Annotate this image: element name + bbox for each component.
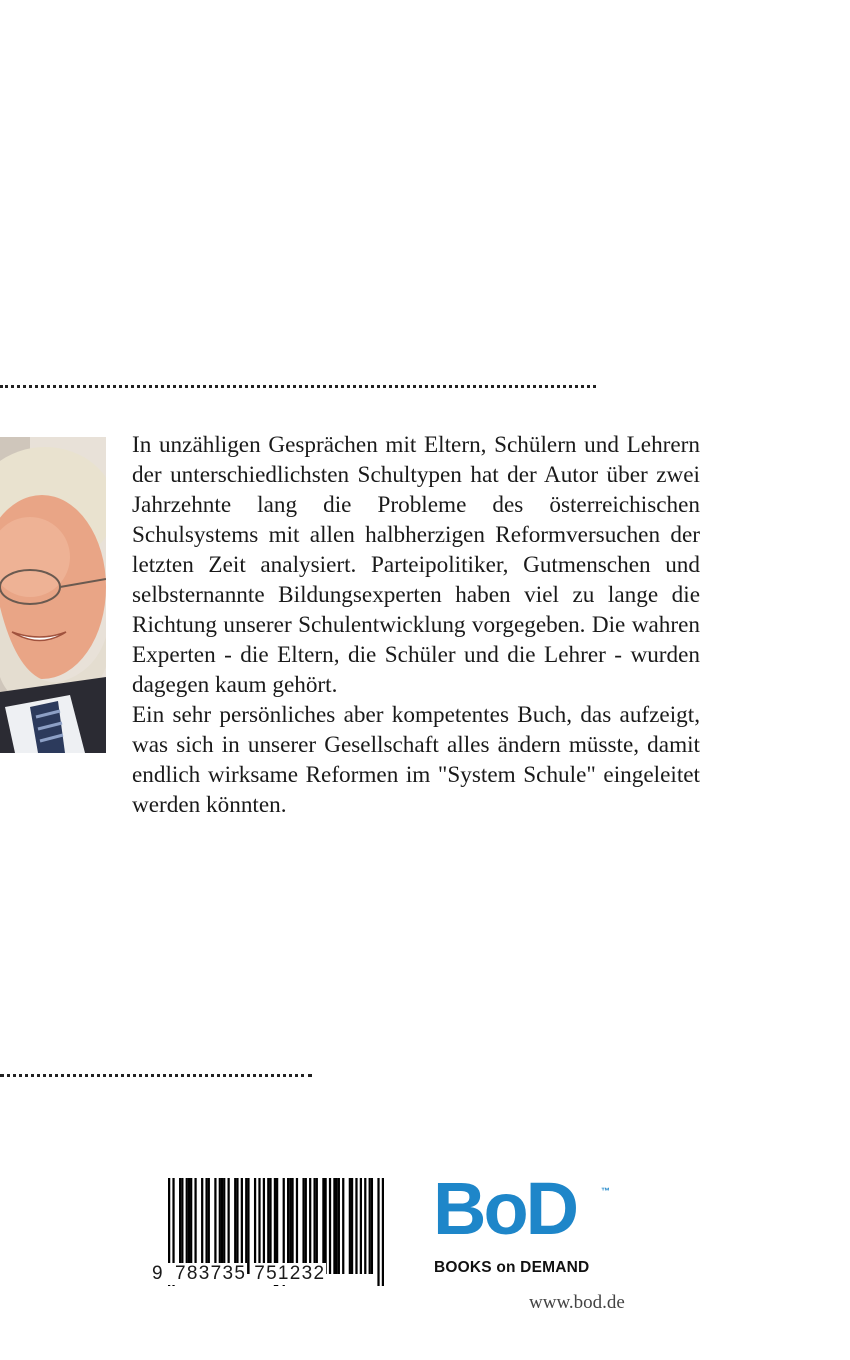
author-photo [0,437,106,753]
isbn-lead-digit: 9 [152,1263,174,1285]
publisher-website[interactable]: www.bod.de [529,1292,625,1313]
isbn-number [152,1263,384,1285]
publisher-tagline: BOOKS on DEMAND [434,1259,590,1276]
publisher-logo [433,1167,633,1278]
blurb-paragraph: In unzähligen Gesprächen mit Eltern, Schülern und Lehrern der unterschiedlichsten Schultypen hat der Autor über zwei Jahrzehnte lang die Probleme des österreichischen Schulsystems mit allen halbherzigen Reformversuchen der letzten Zeit analysiert. Parteipolitiker, Gutmenschen und selbsternannte Bildungsexperten haben viel zu lange die Richtung unserer Schulentwicklung vorgegeben. Die wahren Experten - die Eltern, die Schüler und die Lehrer - wurden dagegen kaum gehört. [132,432,700,698]
isbn-left-group: 783735 [175,1263,247,1284]
bod-logo-wordmark: BoD [433,1167,577,1250]
bottom-dotted-divider [0,1074,312,1077]
blurb-paragraph: Ein sehr persönliches aber kompetentes Buch, das aufzeigt, was sich in unserer Gesellschaft alles ändern müsste, damit endlich wirksame Reformen im "System Schule" eingeleitet werden könnten. [132,702,700,818]
trademark-symbol: ™ [601,1186,610,1196]
top-dotted-divider [0,385,596,388]
isbn-right-group: 751232 [254,1263,326,1284]
back-cover-blurb [132,430,700,820]
